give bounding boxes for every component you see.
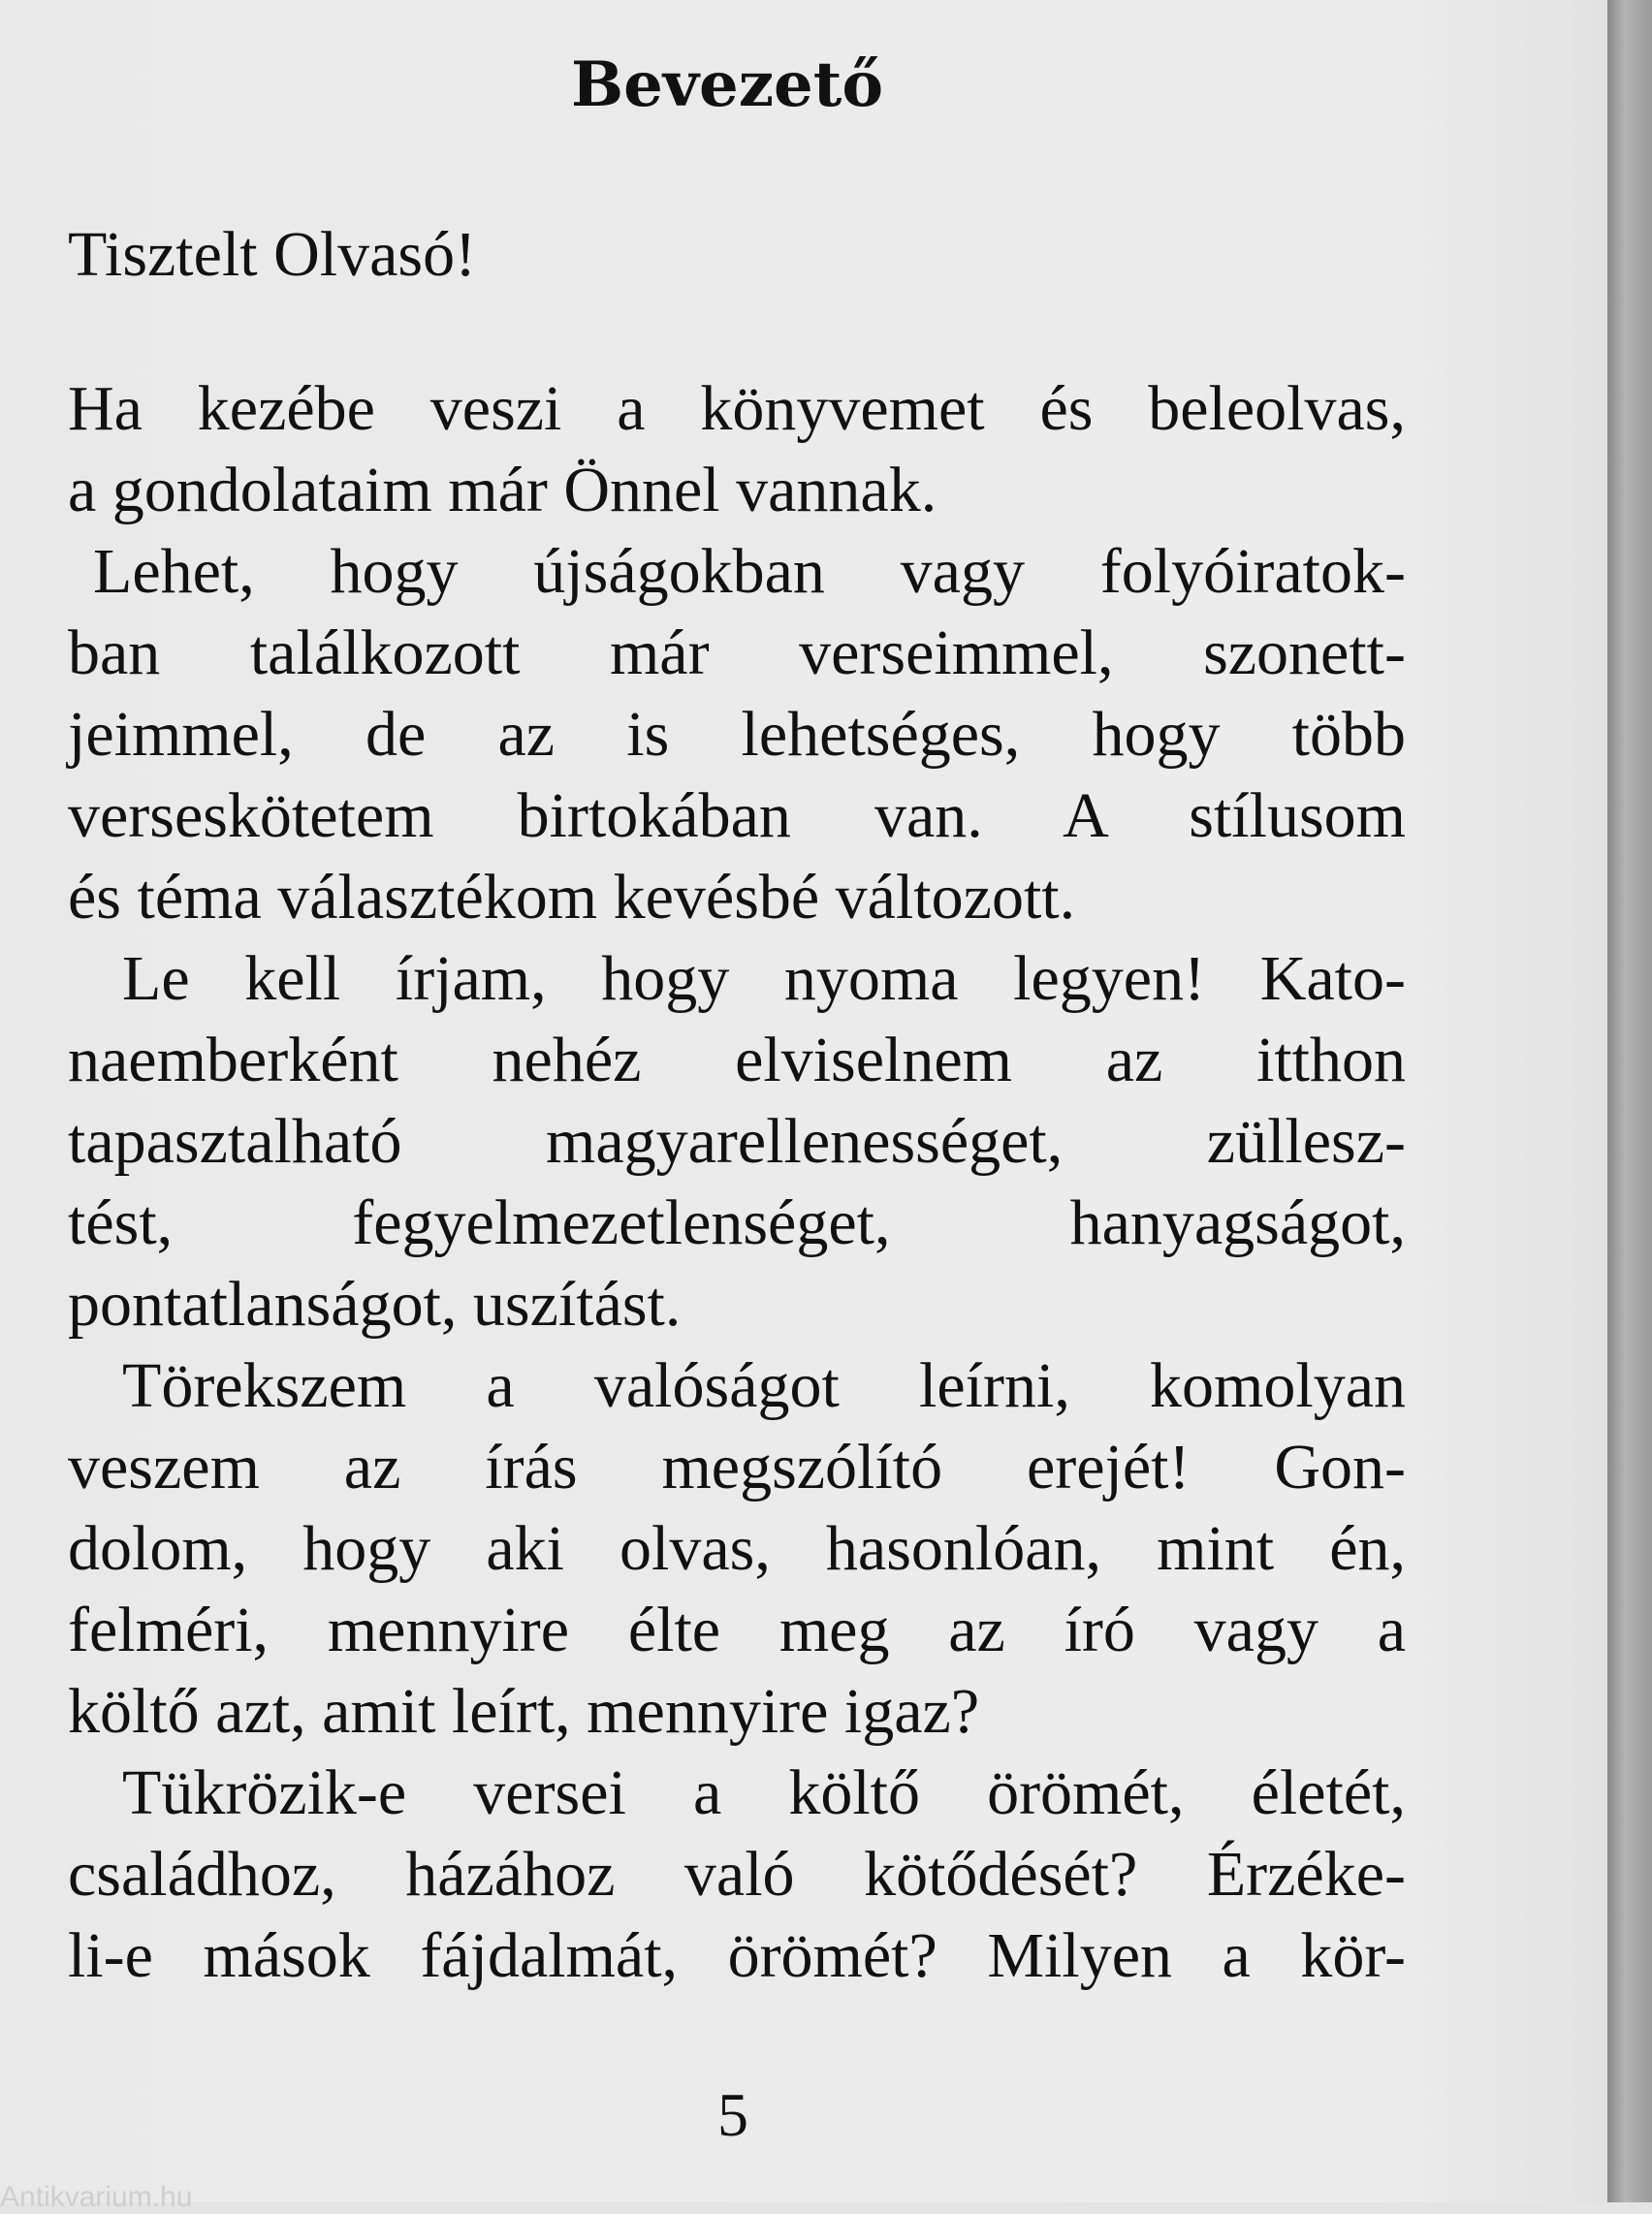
chapter-title: Bevezető	[570, 48, 884, 121]
body-text	[68, 368, 1406, 1997]
text-line: tést, fegyelmezetlenséget, hanyagságot,	[68, 1187, 1406, 1258]
text-line: ban találkozott már verseimmel, szonett-	[68, 617, 1406, 688]
text-line: Törekszem a valóságot leírni, komolyan	[122, 1350, 1406, 1421]
text-line: Le kell írjam, hogy nyoma legyen! Kato-	[122, 943, 1406, 1014]
text-line: Ha kezébe veszi a könyvemet és beleolvas,	[68, 373, 1406, 444]
text-line: pontatlanságot, uszítást.	[68, 1269, 682, 1340]
text-line: veszem az írás megszólító erejét! Gon-	[68, 1432, 1406, 1502]
text-line: felméri, mennyire élte meg az író vagy a	[68, 1595, 1406, 1665]
text-line: dolom, hogy aki olvas, hasonlóan, mint én,	[68, 1513, 1406, 1584]
text-line: családhoz, házához való kötődését? Érzéke-	[68, 1839, 1406, 1910]
salutation: Tisztelt Olvasó!	[68, 219, 477, 290]
text-line: verseskötetem birtokában van. A stílusom	[68, 780, 1406, 851]
text-line: Lehet, hogy újságokban vagy folyóiratok-	[93, 536, 1406, 607]
text-line: Tükrözik-e versei a költő örömét, életét,	[122, 1757, 1406, 1828]
text-line: a gondolataim már Önnel vannak.	[68, 455, 937, 525]
text-line: költő azt, amit leírt, mennyire igaz?	[68, 1676, 980, 1747]
book-spine-edge	[1607, 0, 1652, 2202]
text-line: tapasztalható magyarellenességet, züllesz-	[68, 1106, 1406, 1177]
text-line: naemberként nehéz elviselnem az itthon	[68, 1025, 1406, 1095]
text-line: és téma választékom kevésbé változott.	[68, 862, 1076, 933]
text-line: li-e mások fájdalmát, örömét? Milyen a kör-	[68, 1920, 1406, 1991]
text-line: jeimmel, de az is lehetséges, hogy több	[68, 699, 1406, 770]
watermark: Antikvarium.hu	[0, 2181, 193, 2213]
page-number: 5	[717, 2080, 748, 2149]
